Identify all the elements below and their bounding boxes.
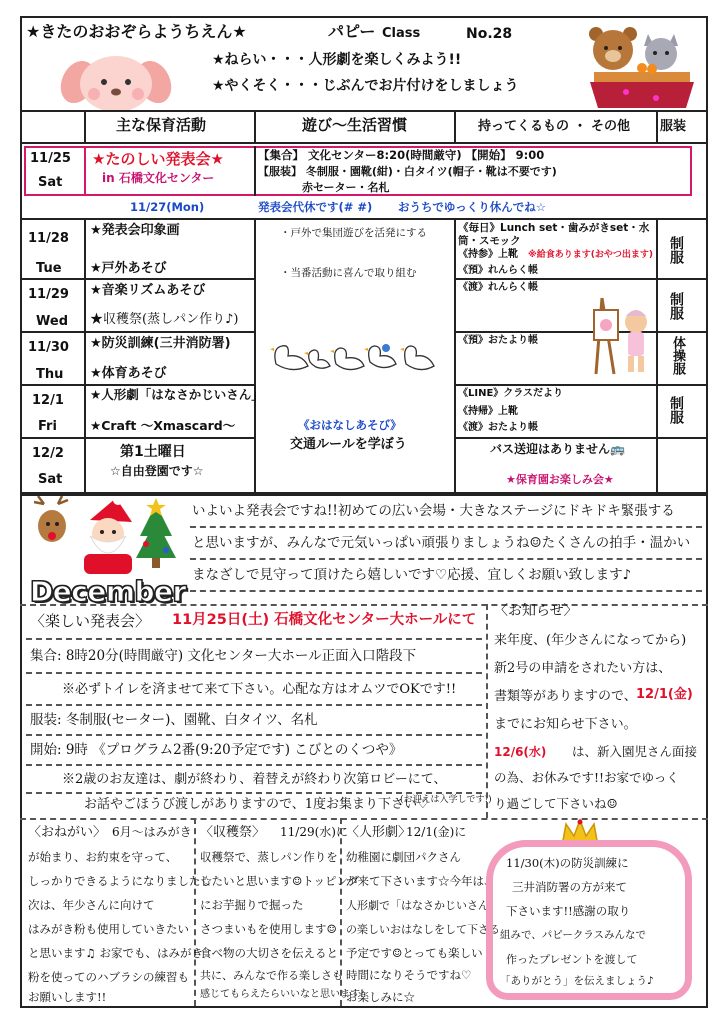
event-day: Sat (38, 175, 63, 190)
items-bring: 《持帰》上靴 (458, 406, 518, 417)
col-divider (656, 110, 658, 144)
row-line (454, 331, 708, 333)
recital-heading: 〈楽しい発表会〉 (30, 612, 151, 630)
class-name: パピー (328, 22, 376, 41)
drill-line: 作ったプレゼントを渡して (506, 953, 638, 966)
event-gather: 【集合】 文化センター8:20(時間厳守) 【開始】 9:00 (258, 148, 545, 162)
items-pass: 《渡》れんらく帳 (458, 282, 538, 293)
note-line: 次は、年少さんに向けて (28, 898, 155, 912)
play-line: ・戸外で集団遊びを活発にする (280, 227, 427, 239)
uniform-cell: 制服 (668, 396, 684, 424)
row-day: Sat (38, 472, 63, 487)
row-activity: ★Craft ～Xmascard～ (90, 418, 236, 433)
row-date: 12/2 (32, 446, 64, 461)
row-date: 11/30 (28, 340, 69, 355)
recital-note: ※2歳のお友達は、劇が終わり、着替えが終わり次第ロビーにて、 (62, 772, 447, 787)
notice-holiday-date: 12/6(水) (494, 745, 547, 759)
row-activity: ★防災訓練(三井消防署) (90, 336, 231, 351)
drill-line: 「ありがとう」を伝えましょう♪ (500, 975, 654, 987)
recital-note: お話やごほうび渡しがありますので、1度お集まり下さい♡ (84, 797, 429, 812)
event-dress-2: 赤セーター・名札 (302, 181, 390, 194)
row-date: 12/1 (32, 393, 64, 408)
drill-line: 組みで、パピークラスみんなで (500, 929, 647, 941)
event-venue: in 石橋文化センター (102, 171, 215, 185)
items-deposit: 《預》れんらく帳 (458, 265, 538, 276)
col-play-header: 遊び～生活習慣 (302, 116, 408, 134)
story-label: 《おはなしあそび》 (298, 418, 402, 432)
col-divider (454, 218, 456, 492)
notice-line: 書類等がありますので、 (494, 689, 637, 704)
row-day: Fri (38, 419, 57, 434)
items-daily: 《毎日》Lunch set・歯みがきset・水筒・スモック (458, 222, 650, 248)
lunch-note: ※給食あります(おやつ出ます) (528, 250, 653, 260)
note-heading: 〈人形劇〉 (346, 825, 412, 840)
ruled-line (26, 638, 482, 640)
play-line: ・当番活動に喜んで取り組む (280, 267, 417, 279)
row-line (20, 218, 708, 220)
ruled-line (26, 792, 482, 794)
note-line: はみがき粉も使用していきたい (28, 922, 189, 936)
note-line: さつまいもを使用します☺ (200, 922, 337, 936)
notice-line: 新2号の申請をされたい方は、 (494, 661, 672, 676)
ruled-line (26, 764, 482, 766)
note-sub: 11/29(水)に (280, 825, 348, 839)
items-deposit: 《預》おたより帳 (458, 335, 538, 346)
notice-line: は、新入園児さん面接 (572, 744, 698, 759)
row-date: 11/29 (28, 287, 69, 302)
promise-text: ★やくそく・・・じぶんでお片付けをしましょう (212, 78, 519, 94)
row-line (454, 437, 708, 439)
section-divider (486, 604, 488, 818)
note-line: 人形劇で「はなさかじいさん」 (346, 899, 500, 912)
notice-line: の為、お休みです!!お家でゆっく (494, 770, 679, 785)
event-title: ★たのしい発表会★ (92, 150, 224, 168)
note-line: したいと思います☺トッピング (200, 874, 360, 888)
items-line: 《LINE》クラスだより (458, 388, 563, 399)
note-heading: 〈収穫祭〉 (200, 825, 266, 840)
recital-start: 開始: 9時 《プログラム2番(9:20予定です) こびとのくつや》 (30, 742, 403, 758)
notice-heading: 〈お知らせ〉 (494, 603, 578, 619)
col-divider (656, 218, 658, 492)
items-pass: 《渡》おたより帳 (458, 422, 538, 433)
recital-date-place: 11月25日(土) 石橋文化センター大ホールにて (172, 612, 477, 628)
note-sub: 12/1(金)に (406, 825, 467, 839)
note-line: にお芋掘りで掘った (200, 898, 304, 912)
december-banner: December (30, 575, 186, 608)
issue-number: No.28 (466, 26, 513, 42)
row-day: Thu (36, 367, 64, 382)
table-header-line (20, 142, 708, 144)
aim-text: ★ねらい・・・人形劇を楽しくみよう!! (212, 52, 462, 68)
row-day: Wed (36, 314, 68, 329)
items-bring: 《持参》上靴 (458, 249, 518, 260)
row-activity: ★戸外あそび (90, 261, 167, 276)
bear-cat-kotatsu-illustration (586, 24, 696, 110)
note-line: 食べ物の大切さを伝えると (200, 946, 338, 960)
ruled-line (190, 526, 702, 528)
ruled-line (26, 672, 482, 674)
note-line: 時間になりそうですね♡ (346, 968, 472, 982)
row-activity: ★発表会印象画 (90, 223, 180, 238)
fun-event: ★保育園お楽しみ会★ (506, 473, 614, 486)
ruled-line (26, 734, 482, 736)
uniform-cell: 制服 (668, 236, 684, 264)
col-divider (84, 218, 86, 492)
row-line (454, 278, 708, 280)
drill-line: 下さいます!!感謝の取り (506, 904, 631, 918)
col-divider (84, 146, 86, 196)
row-activity: ★音楽リズムあそび (90, 283, 206, 298)
row-line (454, 384, 708, 386)
row-day: Tue (36, 261, 62, 276)
row-date: 11/28 (28, 231, 69, 246)
notice-line: 来年度、(年少さんになってから) (494, 633, 687, 648)
col-divider (84, 110, 86, 144)
story-title: 交通ルールを学ぼう (290, 437, 407, 452)
col-uniform-header: 服装 (660, 119, 687, 134)
december-message: いよいよ発表会ですね!!初めての広い会場・大きなステージにドキドキ緊張する (192, 503, 675, 519)
row-activity: 第1土曜日 (120, 444, 186, 460)
december-message: と思いますが、みんなで元気いっぱい頑張りましょうね☺たくさんの拍手・温かい (192, 535, 691, 551)
uniform-cell: 制服 (668, 292, 684, 320)
note-line: が始まり、お約束を守って、 (28, 850, 178, 864)
note-sub: 6月～はみがき (112, 825, 192, 839)
ruled-line (20, 604, 708, 606)
notice-deadline: 12/1(金) (636, 687, 693, 702)
ruled-line (26, 704, 482, 706)
col-activities-header: 主な保育活動 (116, 116, 207, 134)
ruled-line (190, 558, 702, 560)
note-heading: 〈おねがい〉 (28, 825, 107, 840)
note-line: 収穫祭で、蒸しパン作りを (200, 850, 338, 864)
row-line (20, 384, 256, 386)
event-dress: 【服装】 冬制服・園靴(紺)・白タイツ(帽子・靴は不要です) (258, 165, 557, 178)
note-line: 粉を使ってのハブラシの練習も (28, 970, 189, 984)
note-line: の楽しいおはなしをして下さる (346, 923, 500, 936)
recital-gather: 集合: 8時20分(時間厳守) 文化センター大ホール正面入口階段下 (30, 648, 417, 664)
col-divider (254, 146, 256, 196)
row-activity: ★人形劇「はなさかじいさん」 (90, 387, 264, 402)
notice-line: までにお知らせ下さい。 (494, 717, 637, 732)
recital-toilet: ※必ずトイレを済ませて来て下さい。心配な方はオムツでOKです!! (62, 682, 457, 697)
event-date: 11/25 (30, 151, 71, 166)
row-activity: ☆自由登園です☆ (110, 464, 204, 478)
note-line: 予定です☺とっても楽しい (346, 946, 483, 960)
class-label: Class (382, 26, 421, 41)
holiday-date: 11/27(Mon) (130, 200, 205, 214)
december-message: まなざしで見守って頂けたら嬉しいです♡応援、宜しくお願い致します♪ (192, 567, 632, 583)
ruled-line (20, 818, 708, 820)
santa-reindeer-illustration (28, 496, 188, 576)
holiday-rest: おうちでゆっくり休んでね☆ (398, 200, 547, 214)
painting-illustration (592, 292, 652, 376)
recital-note-small: (お迎えは入学しです!) (400, 795, 492, 805)
row-activity: ★収穫祭(蒸しパン作り♪) (90, 312, 239, 327)
col-divider (254, 110, 256, 144)
holiday-text: 発表会代休です(# #) (258, 200, 373, 214)
col-divider (454, 110, 456, 144)
row-activity: ★体育あそび (90, 366, 167, 381)
note-line: 共に、みんなで作る楽しさも (200, 969, 343, 982)
note-line: お楽しみに☆ (346, 990, 415, 1004)
drill-line: 三井消防署の方が来て (512, 880, 627, 894)
ruled-line (190, 590, 702, 592)
row-line (20, 278, 256, 280)
note-line: 幼稚園に劇団パクさん (346, 850, 461, 864)
note-line: 感じてもらえたらいいなと思います! (200, 989, 365, 1000)
drill-line: 11/30(木)の防災訓練に (506, 856, 629, 870)
dog-illustration (56, 44, 176, 114)
recital-dress: 服装: 冬制服(セーター)、園靴、白タイツ、名札 (30, 712, 318, 728)
col-items-header: 持ってくるもの ・ その他 (478, 119, 631, 134)
notice-line: り過ごして下さいね☺ (494, 796, 618, 811)
bus-notice: バス送迎はありません🚌 (490, 442, 625, 456)
note-line: しっかりできるようになりました☆ (28, 874, 212, 888)
section-divider (194, 818, 196, 1006)
col-divider (254, 218, 256, 492)
table-top-line (20, 110, 708, 112)
row-line (20, 437, 256, 439)
ducks-illustration (268, 318, 448, 376)
note-line: お願いします!! (28, 990, 107, 1004)
note-line: と思います♫ お家でも、はみがき (28, 946, 203, 960)
note-line: が来て下さいます☆今年は、 (346, 874, 496, 888)
kindergarten-name: ★きたのおおぞらようちえん★ (26, 22, 247, 41)
row-line (20, 331, 256, 333)
uniform-cell: 体操服 (670, 336, 685, 375)
